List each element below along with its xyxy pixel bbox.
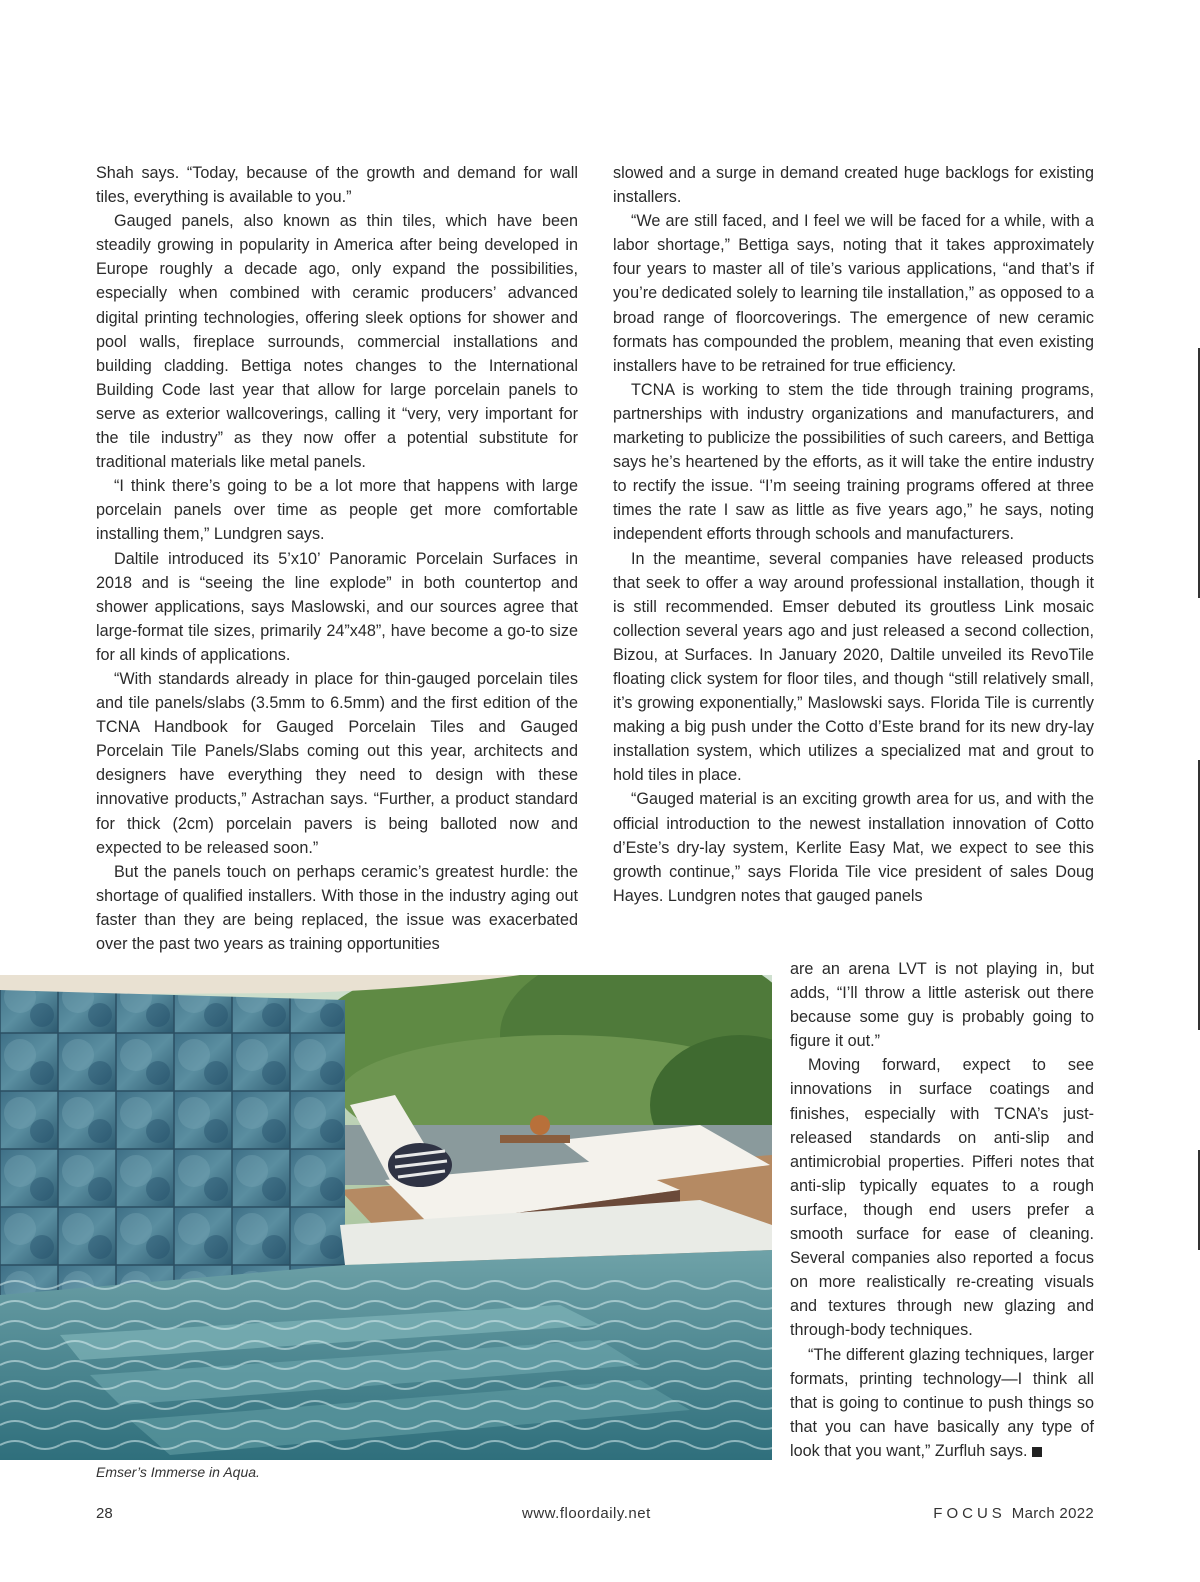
- paragraph: In the meantime, several companies have released products that seek to offer a way around professional installation, though it is still recommended. Emser debuted its groutless Link mosaic collection several years ago and just released a second collection, Bizou, at Surfaces. In January 2020, Daltile unveiled its RevoTile floating click system for floor tiles, and though “still relatively small, it’s growing exponentially,” Maslowski says. Florida Tile is currently making a big push under the Cotto d’Este brand for its new dry-lay installation system, which utilizes a specialized mat and grout to hold tiles in place.: [613, 549, 1094, 785]
- paragraph: Moving forward, expect to see innovations in surface coatings and finishes, especially with TCNA’s just-released standards on anti-slip and antimicrobial properties. Pifferi notes that anti-slip typically equates to a rough surface, though end users prefer a smooth surface for ease of cleaning. Several companies also reported a focus on more realistically re-creating visuals and textures through new glazing and through-body techniques.: [790, 1056, 1094, 1340]
- page-number: 28: [96, 1505, 113, 1522]
- photo-caption: Emser’s Immerse in Aqua.: [96, 1464, 260, 1480]
- water-ripples: [0, 1275, 772, 1460]
- paragraph: Daltile introduced its 5’x10’ Panoramic Porcelain Surfaces in 2018 and is “seeing the line explode” in both countertop and shower applications, says Maslowski, and our sources agree that large-format tile sizes, primarily 24”x48”, have become a go-to size for all kinds of applications.: [96, 549, 578, 664]
- paragraph: But the panels touch on perhaps ceramic’s greatest hurdle: the shortage of qualified installers. With those in the industry aging out faster than they are being replaced, the issue was exacerbated over the past two years as training opportunities: [96, 862, 578, 953]
- issue-info: [933, 1505, 1094, 1522]
- paragraph: “I think there’s going to be a lot more that happens with large porcelain panels over time as people get more comfortable installing them,” Lundgren says.: [96, 477, 578, 544]
- paragraph: are an arena LVT is not playing in, but adds, “I’ll throw a little asterisk out there because some guy is probably going to figure it out.”: [790, 960, 1094, 1051]
- article-column-narrow: [790, 957, 1094, 1463]
- website-url[interactable]: www.floordaily.net: [522, 1505, 651, 1522]
- paragraph: Gauged panels, also known as thin tiles, which have been steadily growing in popularity in America after being developed in Europe roughly a decade ago, only expand the possibilities, especially when combined with ceramic producers’ advanced digital printing technologies, offering sleek options for shower and pool walls, fireplace surrounds, commercial installations and building cladding. Bettiga notes changes to the International Building Code last year that allow for large porcelain panels to serve as exterior wallcoverings, calling it “very, very important for the tile industry” as they now offer a potential substitute for traditional materials like metal panels.: [96, 212, 578, 472]
- magazine-name: FOCUS: [933, 1505, 1006, 1522]
- article-column-right: [613, 161, 1094, 908]
- paragraph: Shah says. “Today, because of the growth and demand for wall tiles, everything is available to you.”: [96, 164, 578, 207]
- issue-date: March 2022: [1011, 1505, 1094, 1522]
- lantern: [530, 1115, 550, 1135]
- paragraph: [790, 1343, 1094, 1463]
- tiled-pool-wall: [0, 990, 345, 1305]
- paragraph: TCNA is working to stem the tide through training programs, partnerships with industry organizations and manufacturers, and marketing to publicize the possibilities of such careers, and Bettiga says he’s heartened by the efforts, as it will take the entire industry to rectify the issue. “I’m seeing training programs offered at three times the rate I saw as little as five years ago,” he says, noting independent efforts through schools and manufacturers.: [613, 380, 1094, 544]
- article-column-left: [96, 161, 578, 956]
- paragraph: slowed and a surge in demand created huge backlogs for existing installers.: [613, 164, 1094, 207]
- closing-paragraph-text: “The different glazing techniques, larger formats, printing technology—I think all that is going to continue to push things so that you can have basically any type of look that you want,” Zurfluh says.: [790, 1345, 1094, 1460]
- paragraph: “Gauged material is an exciting growth area for us, and with the official introduction to the newest installation innovation of Cotto d’Este’s dry-lay system, Kerlite Easy Mat, we expect to see this growth continue,” says Florida Tile vice president of sales Doug Hayes. Lundgren notes that gauged panels: [613, 790, 1094, 905]
- pool-photo: [0, 975, 772, 1460]
- pool-illustration: [0, 975, 772, 1460]
- paragraph: “With standards already in place for thin-gauged porcelain tiles and tile panels/slabs (3.5mm to 6.5mm) and the first edition of the TCNA Handbook for Gauged Porcelain Tiles and Gauged Porcelain Tile Panels/Slabs coming out this year, architects and designers have everything they need to design with these innovative products,” Astrachan says. “Further, a product standard for thick (2cm) porcelain pavers is being balloted now and expected to be released soon.”: [96, 669, 578, 857]
- paragraph: “We are still faced, and I feel we will be faced for a while, with a labor shortage,” Bettiga says, noting that it takes approximately four years to master all of tile’s various applications, “and that’s if you’re dedicated solely to learning tile installation,” as opposed to a broad range of floorcoverings. The emergence of new ceramic formats has compounded the problem, meaning that even existing installers have to be retrained for true efficiency.: [613, 212, 1094, 375]
- side-table: [500, 1135, 570, 1143]
- end-of-article-icon: [1032, 1447, 1042, 1457]
